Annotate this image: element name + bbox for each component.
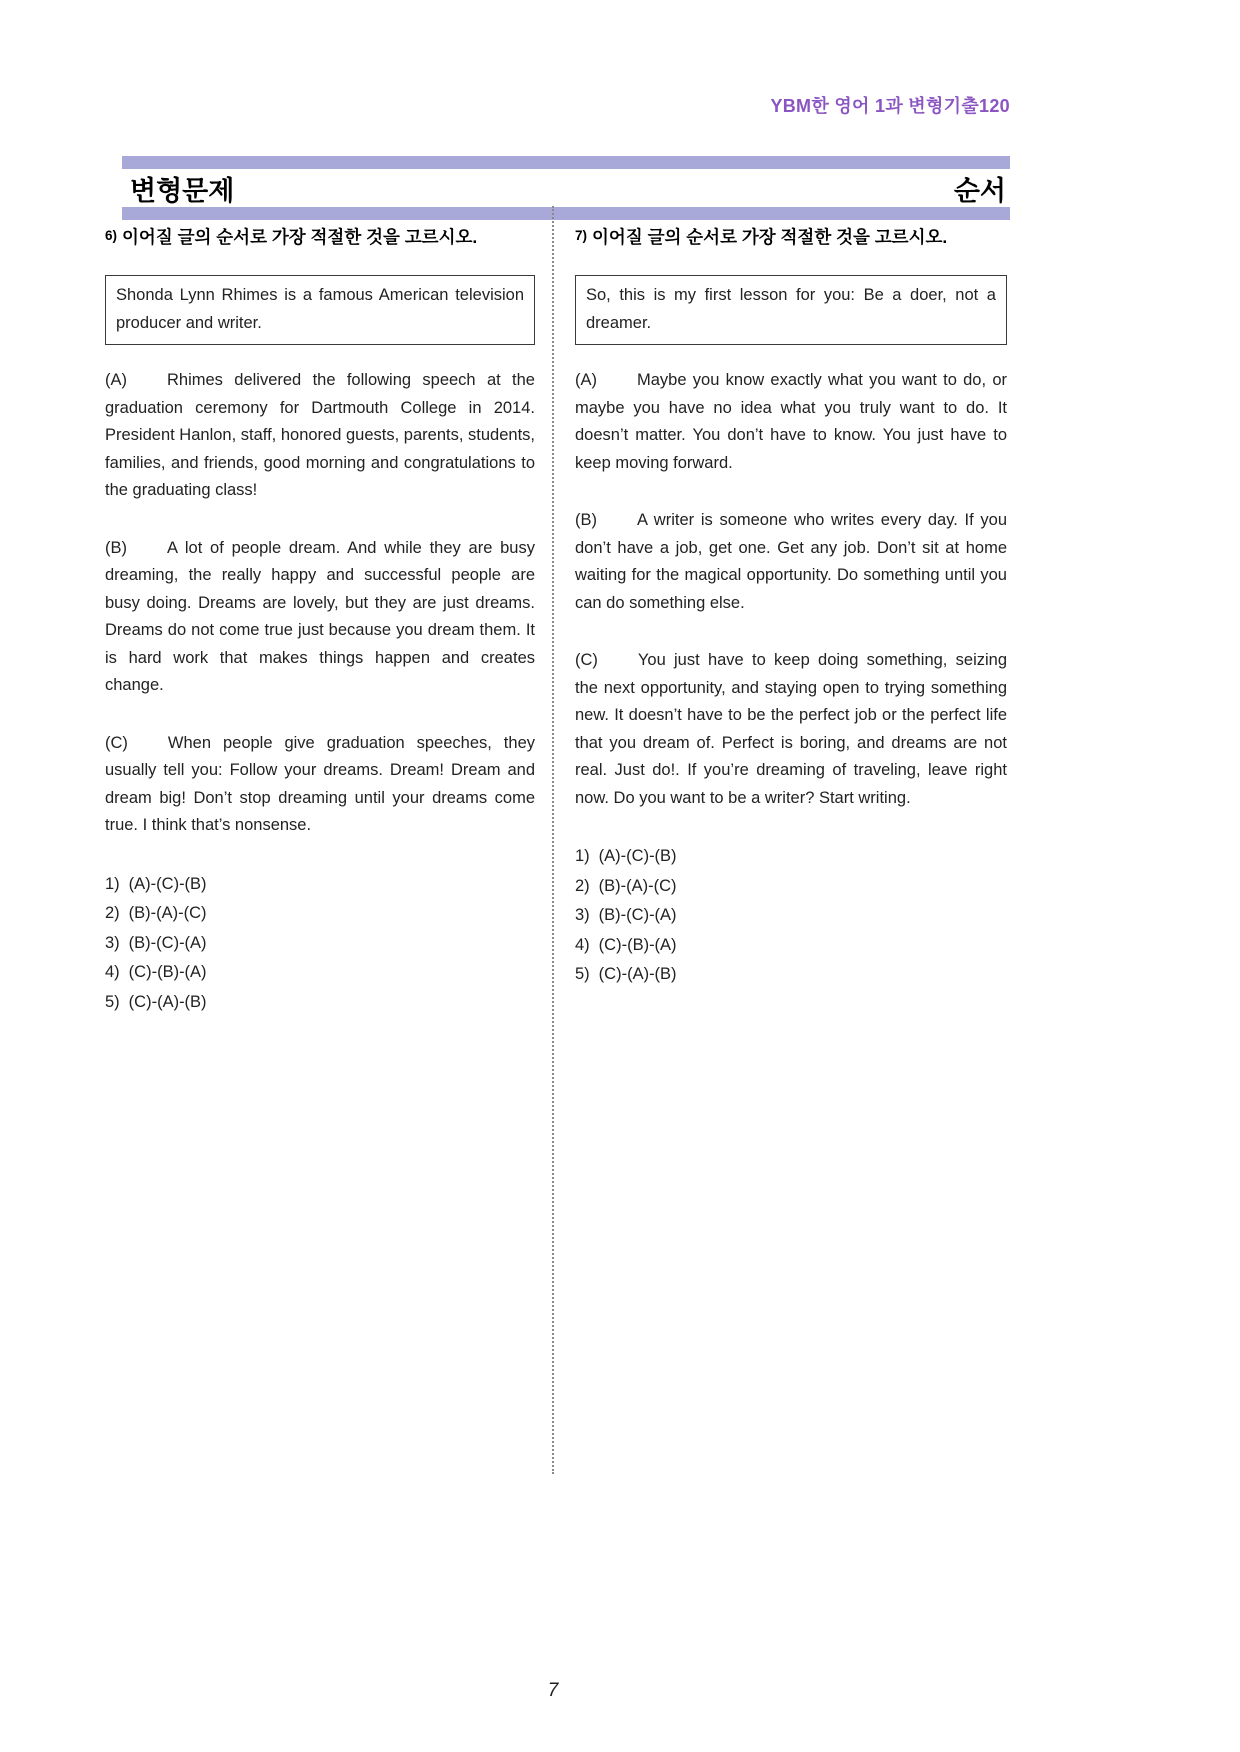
question-7-given-text-box: [575, 275, 1007, 345]
choice-order: (A)-(C)-(B): [598, 847, 677, 865]
question-7-prompt: [575, 224, 1007, 249]
paragraph-label: (B): [105, 538, 127, 557]
question-7: [575, 222, 1007, 1017]
section-title-row: [122, 169, 1010, 207]
paragraph-label: (C): [575, 651, 598, 669]
question-6-paragraph-C: [105, 730, 535, 840]
paragraph-text: When people give graduation speeches, they usually tell you: Follow your dreams. Dream! Dream and dream big! Don’t stop dreaming until your dreams come true. I think that’s nonsense.: [105, 733, 535, 834]
question-6-prompt-text: 이어질 글의 순서로 가장 적절한 것을 고르시오.: [122, 227, 478, 247]
paragraph-text: Rhimes delivered the following speech at the graduation ceremony for Dartmouth College in 2014. President Hanlon, staff, honored guests, parents, students, families, and friends, good morning and congratulations to the graduating class!: [105, 371, 535, 499]
question-6-number: 6): [105, 228, 118, 243]
choice-option-3: [105, 929, 535, 959]
page-number: 7: [547, 1680, 559, 1701]
choice-order: (C)-(A)-(B): [598, 965, 677, 983]
choice-order: (B)-(C)-(A): [128, 933, 207, 952]
question-7-number: 7): [575, 228, 588, 243]
question-6-paragraph-B: [105, 535, 535, 700]
question-7-paragraph-A: [575, 367, 1007, 477]
choice-number: 5): [575, 965, 590, 983]
section-title-block: [122, 156, 1010, 220]
choice-order: (B)-(A)-(C): [128, 904, 207, 922]
paragraph-text: A writer is someone who writes every day. If you don’t have a job, get one. Get any job. Don’t sit at home waiting for the magical opportunity. Do something until you can do something else.: [575, 511, 1007, 612]
choice-number: 3): [105, 933, 120, 952]
question-columns: [105, 222, 1007, 1017]
question-6-given-text: Shonda Lynn Rhimes is a famous American television producer and writer.: [116, 286, 524, 332]
choice-option-1: [105, 870, 535, 900]
question-7-prompt-text: 이어질 글의 순서로 가장 적절한 것을 고르시오.: [592, 227, 948, 247]
choice-number: 4): [575, 935, 590, 954]
paragraph-label: (B): [575, 511, 597, 529]
question-6-paragraph-A: [105, 367, 535, 505]
question-6-choices: [105, 870, 535, 1018]
choice-order: (A)-(C)-(B): [128, 874, 207, 893]
choice-number: 2): [575, 876, 590, 895]
paragraph-text: A lot of people dream. And while they are busy dreaming, the really happy and successful people are busy doing. Dreams are lovely, but they are just dreams. Dreams do not come true just because you dream them. It is hard work that makes things happen and creates change.: [105, 538, 535, 694]
choice-option-2: [105, 899, 535, 929]
section-title: 변형문제: [130, 175, 235, 206]
question-6-given-text-box: [105, 275, 535, 345]
accent-bar-bottom: [122, 207, 1010, 220]
question-7-paragraph-C: [575, 647, 1007, 812]
question-7-given-text: So, this is my first lesson for you: Be a doer, not a dreamer.: [586, 286, 996, 332]
paragraph-label: (C): [105, 733, 128, 752]
paragraph-label: (A): [575, 371, 597, 389]
section-category: 순서: [953, 175, 1006, 206]
paragraph-label: (A): [105, 371, 127, 389]
paragraph-text: You just have to keep doing something, seizing the next opportunity, and staying open to trying something new. It doesn’t have to be the perfect job or the perfect life that you dream of. Perfect is boring, and dreams are not real. Just do!. If you’re dreaming of traveling, leave right now. Do you want to be a writer? Start writing.: [575, 651, 1007, 807]
choice-order: (C)-(B)-(A): [128, 963, 207, 981]
question-6: [105, 222, 535, 1017]
question-7-choices: [575, 842, 1007, 990]
choice-number: 3): [575, 906, 590, 924]
accent-bar-top: [122, 156, 1010, 169]
choice-option-3: [575, 901, 1007, 931]
choice-number: 2): [105, 904, 120, 922]
choice-order: (C)-(A)-(B): [128, 992, 207, 1011]
choice-number: 1): [575, 847, 590, 865]
document-header: [122, 92, 1010, 118]
choice-option-1: [575, 842, 1007, 872]
question-6-prompt: [105, 224, 535, 249]
document-header-title: YBM한 영어 1과 변형기출120: [770, 96, 1010, 116]
choice-option-4: [575, 931, 1007, 961]
choice-option-4: [105, 958, 535, 988]
choice-option-5: [575, 960, 1007, 990]
choice-number: 1): [105, 874, 120, 893]
choice-number: 5): [105, 992, 120, 1011]
question-7-paragraph-B: [575, 507, 1007, 617]
paragraph-text: Maybe you know exactly what you want to do, or maybe you have no idea what you truly want to do. It doesn’t matter. You don’t have to know. You just have to keep moving forward.: [575, 371, 1007, 472]
choice-option-2: [575, 872, 1007, 902]
choice-order: (C)-(B)-(A): [598, 935, 677, 954]
choice-number: 4): [105, 963, 120, 981]
choice-order: (B)-(C)-(A): [598, 906, 677, 924]
choice-option-5: [105, 988, 535, 1018]
choice-order: (B)-(A)-(C): [598, 876, 677, 895]
